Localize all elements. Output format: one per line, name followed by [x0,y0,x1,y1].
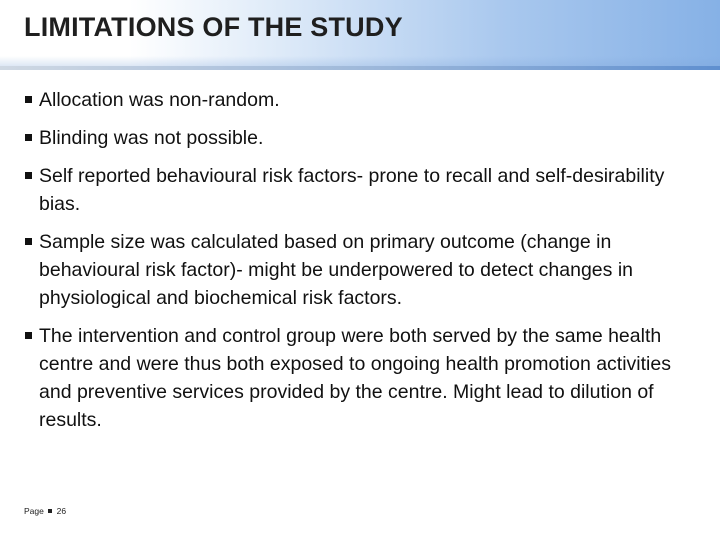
bullet-item [24,322,704,434]
title-bar [0,0,720,66]
bullet-text: The intervention and control group were both served by the same health centre and were thus both exposed to ongoing health promotion activities and preventive services provided by the centre. Might lead to dilution of results. [39,325,671,431]
slide-title: LIMITATIONS OF THE STUDY [24,12,403,42]
bullet-item [24,228,704,312]
bullet-text: Sample size was calculated based on primary outcome (change in behavioural risk factor)- might be underpowered to detect changes in physiological and biochemical risk factors. [39,231,633,309]
separator-dot-icon [48,509,52,513]
bullet-item [24,86,704,114]
square-bullet-icon [25,332,32,339]
page-footer [24,506,66,516]
bullet-list [24,86,704,444]
bullet-item [24,124,704,152]
square-bullet-icon [25,172,32,179]
bullet-text: Blinding was not possible. [39,127,264,149]
bullet-text: Allocation was non-random. [39,89,280,111]
page-number: 26 [56,506,67,516]
title-divider [0,66,720,70]
page-label: Page [24,506,44,516]
bullet-text: Self reported behavioural risk factors- prone to recall and self-desirability bias. [39,165,665,215]
square-bullet-icon [25,96,32,103]
square-bullet-icon [25,134,32,141]
square-bullet-icon [25,238,32,245]
bullet-item [24,162,704,218]
title-bar-shade [0,56,720,66]
